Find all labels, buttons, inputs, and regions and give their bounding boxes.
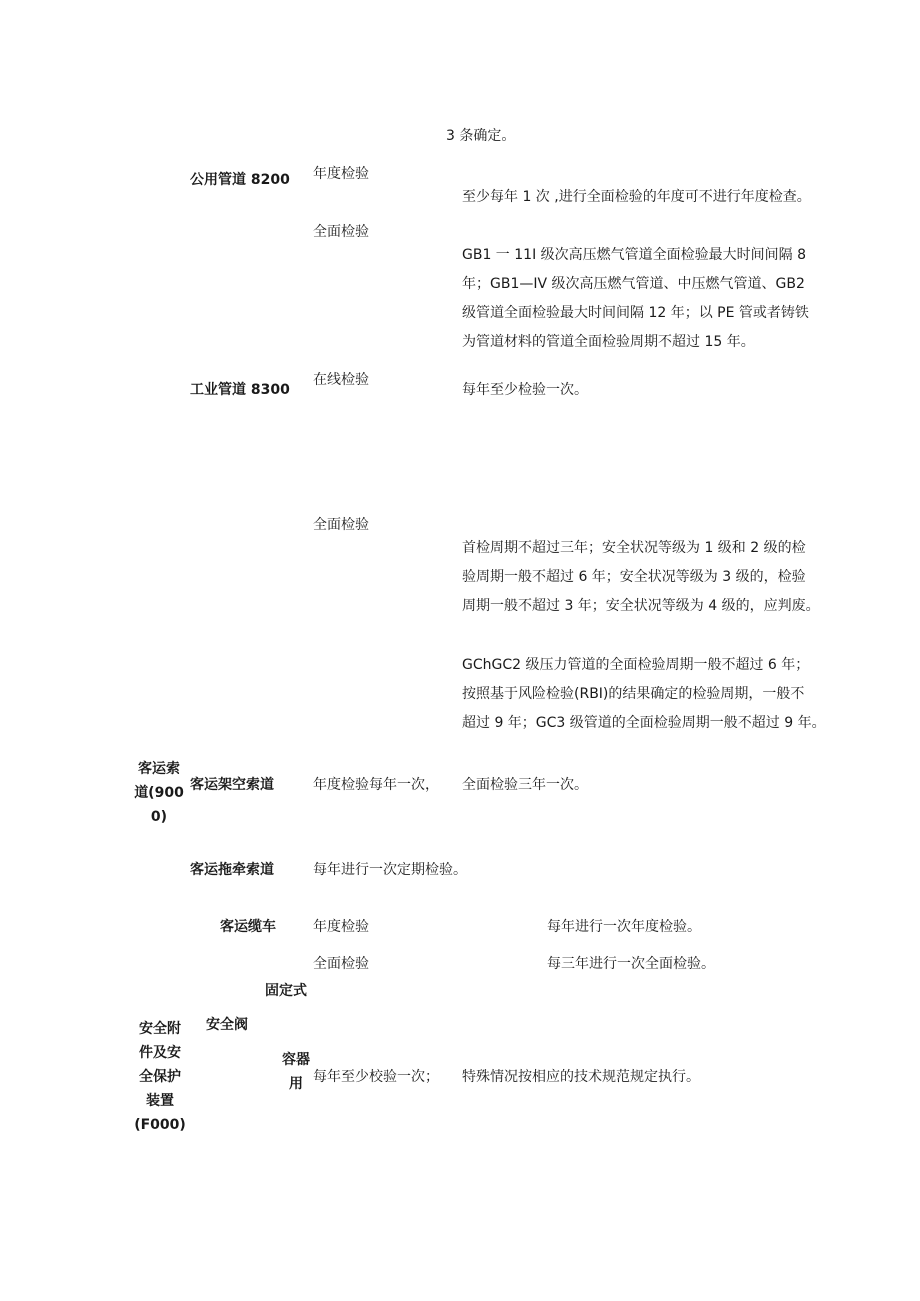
safety-category-line: (F000) bbox=[134, 1117, 186, 1133]
industrial-full-paragraph-b bbox=[462, 651, 826, 738]
safety-category-line: 装置 bbox=[146, 1093, 174, 1109]
industrial-full-line: GChGC2 级压力管道的全面检验周期一般不超过 6 年； bbox=[462, 657, 810, 673]
industrial-full-line: 验周期一般不超过 6 年；安全状况等级为 3 级的，检验 bbox=[462, 569, 806, 585]
aerial-ropeway-label: 客运架空索道 bbox=[190, 777, 274, 793]
safety-category-label bbox=[130, 1017, 190, 1137]
industrial-full-line: 按照基于风险检验(RBI)的结果确定的检验周期，一般不 bbox=[462, 686, 805, 702]
public-full-type: 全面检验 bbox=[313, 224, 369, 240]
public-full-paragraph bbox=[462, 241, 809, 357]
safety-special-text: 特殊情况按相应的技术规范规定执行。 bbox=[462, 1069, 700, 1085]
ropeway-category-line: 0) bbox=[150, 809, 168, 825]
industrial-full-line: 首检周期不超过三年；安全状况等级为 1 级和 2 级的检 bbox=[462, 540, 806, 556]
public-full-line: 年；GB1—IV 级次高压燃气管道、中压燃气管道、GB2 bbox=[462, 276, 805, 292]
safety-category-line: 安全附 bbox=[139, 1021, 181, 1037]
industrial-pipeline-label: 工业管道 8300 bbox=[190, 382, 290, 398]
cable-car-annual-text: 每年进行一次年度检验。 bbox=[547, 919, 701, 935]
public-full-line: 级管道全面检验最大时间间隔 12 年；以 PE 管或者铸铁 bbox=[462, 305, 809, 321]
aerial-ropeway-full: 全面检验三年一次。 bbox=[462, 777, 588, 793]
public-full-line: 为管道材料的管道全面检验周期不超过 15 年。 bbox=[462, 334, 755, 350]
safety-category-line: 件及安 bbox=[139, 1045, 181, 1061]
safety-category-line: 全保护 bbox=[139, 1069, 181, 1085]
industrial-full-line: 周期一般不超过 3 年；安全状况等级为 4 级的，应判废。 bbox=[462, 598, 820, 614]
intro-tail-text: 3 条确定。 bbox=[446, 128, 516, 144]
safety-valve-label: 安全阀 bbox=[206, 1017, 248, 1033]
industrial-online-type: 在线检验 bbox=[313, 372, 369, 388]
ropeway-category-line: 道(900 bbox=[134, 785, 184, 801]
ropeway-category-line: 客运索 bbox=[138, 761, 180, 777]
safety-period-text: 每年至少校验一次； bbox=[313, 1069, 439, 1085]
industrial-full-paragraph-a bbox=[462, 534, 820, 621]
cable-car-full-type: 全面检验 bbox=[313, 956, 369, 972]
public-pipeline-label: 公用管道 8200 bbox=[190, 172, 290, 188]
cable-car-annual-type: 年度检验 bbox=[313, 919, 369, 935]
public-annual-text: 至少每年 1 次 ,进行全面检验的年度可不进行年度检查。 bbox=[462, 189, 811, 205]
industrial-online-text: 每年至少检验一次。 bbox=[462, 382, 588, 398]
industrial-full-line: 超过 9 年；GC3 级管道的全面检验周期一般不超过 9 年。 bbox=[462, 715, 826, 731]
fixed-type-label: 固定式 bbox=[265, 983, 307, 999]
surface-ropeway-text: 每年进行一次定期检验。 bbox=[313, 862, 467, 878]
cable-car-full-text: 每三年进行一次全面检验。 bbox=[547, 956, 715, 972]
ropeway-category-label bbox=[126, 757, 192, 829]
surface-ropeway-label: 客运拖牵索道 bbox=[190, 862, 274, 878]
public-annual-type: 年度检验 bbox=[313, 166, 369, 182]
public-full-line: GB1 一 11I 级次高压燃气管道全面检验最大时间间隔 8 bbox=[462, 247, 807, 263]
vessel-use-label bbox=[278, 1048, 314, 1096]
vessel-use-line: 容器 bbox=[282, 1052, 310, 1068]
aerial-ropeway-annual: 年度检验每年一次， bbox=[313, 777, 439, 793]
industrial-full-type: 全面检验 bbox=[313, 517, 369, 533]
cable-car-label: 客运缆车 bbox=[220, 919, 276, 935]
vessel-use-line: 用 bbox=[289, 1076, 303, 1092]
